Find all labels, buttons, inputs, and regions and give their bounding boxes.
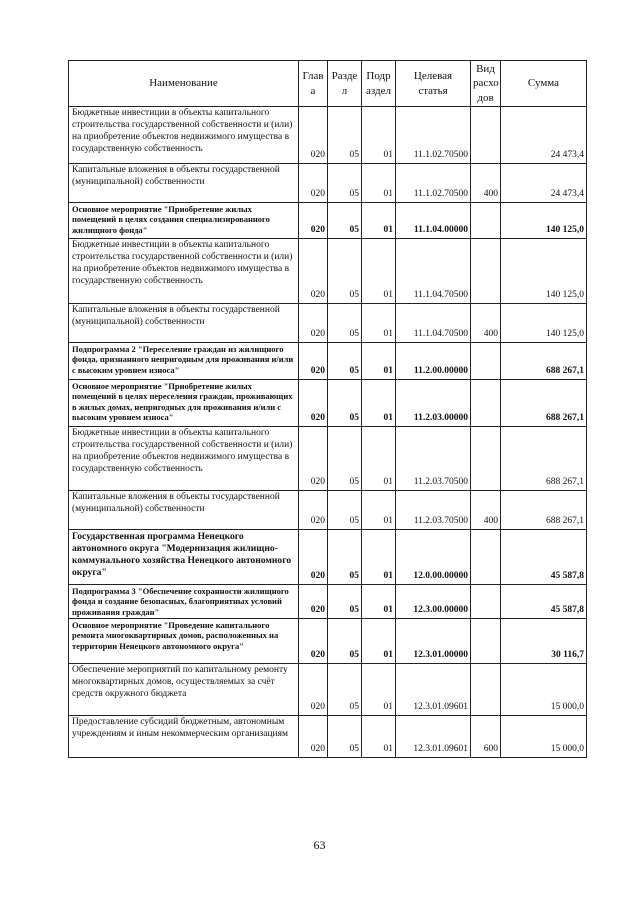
row-amount: 140 125,0 bbox=[501, 239, 587, 304]
row-chapter: 020 bbox=[299, 530, 328, 585]
header-expense-type: Вид расхо дов bbox=[471, 61, 501, 107]
row-type bbox=[471, 343, 501, 380]
row-amount: 45 587,8 bbox=[501, 585, 587, 619]
row-amount: 15 000,0 bbox=[501, 664, 587, 716]
header-section: Разде л bbox=[328, 61, 362, 107]
row-amount: 688 267,1 bbox=[501, 427, 587, 491]
row-target: 11.2.00.00000 bbox=[396, 343, 471, 380]
row-chapter: 020 bbox=[299, 203, 328, 239]
table-row bbox=[69, 304, 587, 343]
header-subsection: Подр аздел bbox=[362, 61, 396, 107]
row-subsection: 01 bbox=[362, 343, 396, 380]
row-subsection: 01 bbox=[362, 491, 396, 530]
row-section: 05 bbox=[328, 491, 362, 530]
table-row bbox=[69, 239, 587, 304]
row-subsection: 01 bbox=[362, 107, 396, 164]
row-type: 400 bbox=[471, 164, 501, 203]
row-subsection: 01 bbox=[362, 427, 396, 491]
row-subsection: 01 bbox=[362, 716, 396, 758]
row-section: 05 bbox=[328, 203, 362, 239]
row-subsection: 01 bbox=[362, 304, 396, 343]
table-row bbox=[69, 491, 587, 530]
table-row bbox=[69, 716, 587, 758]
table-row bbox=[69, 619, 587, 664]
row-target: 12.3.01.00000 bbox=[396, 619, 471, 664]
row-target: 12.3.01.09601 bbox=[396, 664, 471, 716]
table-row bbox=[69, 107, 587, 164]
table-row bbox=[69, 530, 587, 585]
row-name: Подпрограмма 2 "Переселение граждан из жилищного фонда, признанного непригодным для проживания и/или с высоким уровнем износа" bbox=[69, 343, 299, 380]
row-name: Капитальные вложения в объекты государственной (муниципальной) собственности bbox=[69, 304, 299, 343]
row-section: 05 bbox=[328, 239, 362, 304]
table-row bbox=[69, 585, 587, 619]
row-amount: 140 125,0 bbox=[501, 203, 587, 239]
row-chapter: 020 bbox=[299, 427, 328, 491]
row-target: 11.1.04.70500 bbox=[396, 304, 471, 343]
table-row bbox=[69, 343, 587, 380]
table-row bbox=[69, 664, 587, 716]
row-subsection: 01 bbox=[362, 164, 396, 203]
row-name: Обеспечение мероприятий по капитальному ремонту многоквартирных домов, осуществляемых за счёт средств окружного бюджета bbox=[69, 664, 299, 716]
row-amount: 688 267,1 bbox=[501, 380, 587, 427]
row-chapter: 020 bbox=[299, 664, 328, 716]
row-section: 05 bbox=[328, 343, 362, 380]
row-target: 11.1.04.00000 bbox=[396, 203, 471, 239]
header-name: Наименование bbox=[69, 61, 299, 107]
row-section: 05 bbox=[328, 716, 362, 758]
row-name: Капитальные вложения в объекты государственной (муниципальной) собственности bbox=[69, 164, 299, 203]
row-target: 11.1.02.70500 bbox=[396, 164, 471, 203]
row-type bbox=[471, 585, 501, 619]
row-target: 11.1.04.70500 bbox=[396, 239, 471, 304]
row-target: 11.2.03.70500 bbox=[396, 491, 471, 530]
row-name: Основное мероприятие "Проведение капитального ремонта многоквартирных домов, расположенных на территории Ненецкого автономного округа" bbox=[69, 619, 299, 664]
table-row bbox=[69, 164, 587, 203]
row-amount: 24 473,4 bbox=[501, 164, 587, 203]
row-target: 11.1.02.70500 bbox=[396, 107, 471, 164]
row-target: 12.0.00.00000 bbox=[396, 530, 471, 585]
row-name: Подпрограмма 3 "Обеспечение сохранности жилищного фонда и создание безопасных, благоприятных условий проживания граждан" bbox=[69, 585, 299, 619]
row-section: 05 bbox=[328, 164, 362, 203]
row-type bbox=[471, 239, 501, 304]
row-chapter: 020 bbox=[299, 343, 328, 380]
row-type bbox=[471, 203, 501, 239]
header-target-article: Целевая статья bbox=[396, 61, 471, 107]
table-row bbox=[69, 203, 587, 239]
row-name: Капитальные вложения в объекты государственной (муниципальной) собственности bbox=[69, 491, 299, 530]
row-name: Бюджетные инвестиции в объекты капитального строительства государственной собственности и (или) на приобретение объектов недвижимого имущества в государственную собственность bbox=[69, 107, 299, 164]
row-target: 12.3.01.09601 bbox=[396, 716, 471, 758]
row-amount: 45 587,8 bbox=[501, 530, 587, 585]
row-type bbox=[471, 427, 501, 491]
row-section: 05 bbox=[328, 427, 362, 491]
row-section: 05 bbox=[328, 585, 362, 619]
header-chapter: Глав а bbox=[299, 61, 328, 107]
row-subsection: 01 bbox=[362, 664, 396, 716]
row-type bbox=[471, 619, 501, 664]
table-row bbox=[69, 427, 587, 491]
row-amount: 688 267,1 bbox=[501, 343, 587, 380]
row-target: 12.3.00.00000 bbox=[396, 585, 471, 619]
row-chapter: 020 bbox=[299, 716, 328, 758]
row-type bbox=[471, 107, 501, 164]
row-type: 600 bbox=[471, 716, 501, 758]
row-name: Предоставление субсидий бюджетным, автономным учреждениям и иным некоммерческим организациям bbox=[69, 716, 299, 758]
row-type bbox=[471, 530, 501, 585]
row-section: 05 bbox=[328, 530, 362, 585]
row-amount: 688 267,1 bbox=[501, 491, 587, 530]
row-chapter: 020 bbox=[299, 491, 328, 530]
row-subsection: 01 bbox=[362, 585, 396, 619]
page-number: 63 bbox=[313, 838, 326, 852]
row-type: 400 bbox=[471, 491, 501, 530]
row-chapter: 020 bbox=[299, 107, 328, 164]
row-subsection: 01 bbox=[362, 239, 396, 304]
row-name: Основное мероприятие "Приобретение жилых помещений в целях создания специализированного жилищного фонда" bbox=[69, 203, 299, 239]
row-chapter: 020 bbox=[299, 380, 328, 427]
table-header-row bbox=[69, 61, 587, 107]
row-amount: 15 000,0 bbox=[501, 716, 587, 758]
row-subsection: 01 bbox=[362, 380, 396, 427]
row-name: Бюджетные инвестиции в объекты капитального строительства государственной собственности и (или) на приобретение объектов недвижимого имущества в государственную собственность bbox=[69, 427, 299, 491]
row-type: 400 bbox=[471, 304, 501, 343]
row-subsection: 01 bbox=[362, 619, 396, 664]
row-chapter: 020 bbox=[299, 239, 328, 304]
row-type bbox=[471, 380, 501, 427]
row-chapter: 020 bbox=[299, 164, 328, 203]
budget-table bbox=[68, 60, 587, 758]
row-name: Бюджетные инвестиции в объекты капитального строительства государственной собственности и (или) на приобретение объектов недвижимого имущества в государственную собственность bbox=[69, 239, 299, 304]
row-amount: 24 473,4 bbox=[501, 107, 587, 164]
row-chapter: 020 bbox=[299, 619, 328, 664]
row-target: 11.2.03.00000 bbox=[396, 380, 471, 427]
row-section: 05 bbox=[328, 304, 362, 343]
row-subsection: 01 bbox=[362, 203, 396, 239]
row-section: 05 bbox=[328, 380, 362, 427]
row-subsection: 01 bbox=[362, 530, 396, 585]
table-row bbox=[69, 380, 587, 427]
row-section: 05 bbox=[328, 664, 362, 716]
row-name: Государственная программа Ненецкого автономного округа "Модернизация жилищно-коммунального хозяйства Ненецкого автономного округа" bbox=[69, 530, 299, 585]
row-amount: 30 116,7 bbox=[501, 619, 587, 664]
row-chapter: 020 bbox=[299, 304, 328, 343]
row-type bbox=[471, 664, 501, 716]
row-amount: 140 125,0 bbox=[501, 304, 587, 343]
header-amount: Сумма bbox=[501, 61, 587, 107]
row-target: 11.2.03.70500 bbox=[396, 427, 471, 491]
row-chapter: 020 bbox=[299, 585, 328, 619]
row-name: Основное мероприятие "Приобретение жилых помещений в целях переселения граждан, проживающих в жилых домах, непригодных для проживания и/или с высоким уровнем износа" bbox=[69, 380, 299, 427]
row-section: 05 bbox=[328, 107, 362, 164]
row-section: 05 bbox=[328, 619, 362, 664]
